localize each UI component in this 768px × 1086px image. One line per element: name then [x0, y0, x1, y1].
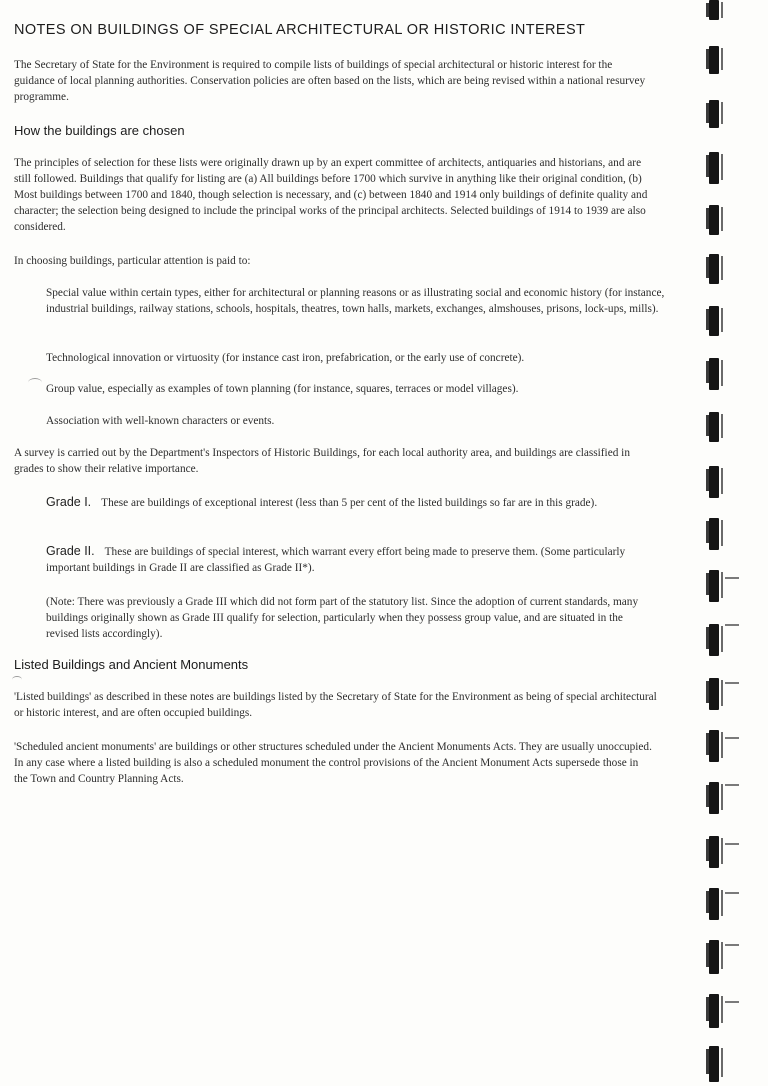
binding-mark: [725, 624, 739, 626]
binding-ring: [709, 836, 719, 868]
criteria-item: Association with well-known characters or events.: [46, 415, 275, 427]
binding-ring: [709, 100, 719, 128]
criteria-item: Group value, especially as examples of town planning (for instance, squares, terraces or model villages).: [46, 383, 519, 395]
binding-ring: [709, 940, 719, 974]
binding-ring: [709, 730, 719, 762]
binding-ring: [709, 994, 719, 1028]
binding-ring: [709, 412, 719, 442]
binding-ring: [709, 678, 719, 710]
grade-one-label: Grade I.: [46, 495, 92, 509]
document-title: NOTES ON BUILDINGS OF SPECIAL ARCHITECTURAL OR HISTORIC INTEREST: [14, 22, 586, 38]
survey-paragraph: A survey is carried out by the Department's Inspectors of Historic Buildings, for each local authority area, and buildings are classified in grades to show their relative importance.: [14, 447, 630, 475]
grade-two-label: Grade II.: [46, 544, 95, 558]
section-heading-how-chosen: How the buildings are chosen: [14, 123, 185, 138]
intro-paragraph: The Secretary of State for the Environment is required to compile lists of buildings of special architectural or historic interest for the guidance of local planning authorities. Conservation policies are often based on the lists, which are being revised within a national resurvey programme.: [14, 59, 646, 103]
listed-buildings-paragraph: 'Listed buildings' as described in these notes are buildings listed by the Secretary of State for the Environment as being of special architectural or historic interest, and are often occupied buildings.: [14, 691, 657, 719]
principles-paragraph: The principles of selection for these lists were originally drawn up by an expert committee of architects, antiquaries and historians, and are still followed. Buildings that qualify for listing are (a) All buildings before 1700 which survive in anything like their original condition, (b) Most buildings between 1700 and 1840, though selection is necessary, and (c) between 1840 and 1914 only buildings of definite quality and character; the selection being designed to include the principal works of the principal architects. Selected buildings of 1914 to 1939 are also considered.: [14, 157, 648, 233]
binding-ring: [709, 624, 719, 656]
binding-ring: [709, 254, 719, 284]
binding-ring: [709, 570, 719, 602]
binding-ring: [709, 888, 719, 920]
spiral-binding: [703, 0, 743, 1086]
scan-mark: [12, 676, 22, 683]
binding-mark: [725, 1001, 739, 1003]
scheduled-monuments-paragraph: 'Scheduled ancient monuments' are buildings or other structures scheduled under the Ancient Monuments Acts. They are usually unoccupied. In any case where a listed building is also a scheduled monument the control provisions of the Ancient Monument Acts supersede those in the Town and Country Planning Acts.: [14, 741, 652, 785]
grade-one-entry: [46, 494, 658, 511]
binding-mark: [725, 843, 739, 845]
binding-ring: [709, 466, 719, 498]
binding-ring: [709, 1046, 719, 1082]
section-heading-listed-buildings: Listed Buildings and Ancient Monuments: [14, 657, 249, 672]
binding-mark: [725, 737, 739, 739]
scan-mark: [28, 378, 42, 387]
grade-two-text: These are buildings of special interest, which warrant every effort being made to preserve them. (Some particularly important buildings in Grade II are classified as Grade II*).: [46, 546, 626, 574]
binding-mark: [725, 682, 739, 684]
attention-intro-paragraph: In choosing buildings, particular attention is paid to:: [14, 255, 251, 267]
binding-mark: [725, 577, 739, 579]
binding-ring: [709, 152, 719, 184]
binding-mark: [725, 892, 739, 894]
binding-ring: [709, 306, 719, 336]
grade-two-entry: [46, 543, 658, 576]
binding-ring: [709, 205, 719, 235]
binding-mark: [725, 944, 739, 946]
binding-ring: [709, 782, 719, 814]
criteria-item: Special value within certain types, either for architectural or planning reasons or as illustrating social and economic history (for instance, industrial buildings, railway stations, schools, hospitals, theatres, town halls, markets, exchanges, almshouses, prisons, lock-ups, mills).: [46, 287, 665, 315]
binding-ring: [709, 46, 719, 74]
binding-ring: [709, 518, 719, 550]
binding-ring: [709, 0, 719, 20]
binding-ring: [709, 358, 719, 390]
grade-one-text: These are buildings of exceptional interest (less than 5 per cent of the listed buildings so far are in this grade).: [101, 497, 598, 509]
grade-note-paragraph: (Note: There was previously a Grade III which did not form part of the statutory list. Since the adoption of current standards, many buildings originally shown as Grade III qualify for selection, particularly when they possess group value, and are situated in the revised lists accordingly).: [46, 596, 639, 640]
criteria-item: Technological innovation or virtuosity (for instance cast iron, prefabrication, or the early use of concrete).: [46, 352, 525, 364]
binding-mark: [725, 784, 739, 786]
